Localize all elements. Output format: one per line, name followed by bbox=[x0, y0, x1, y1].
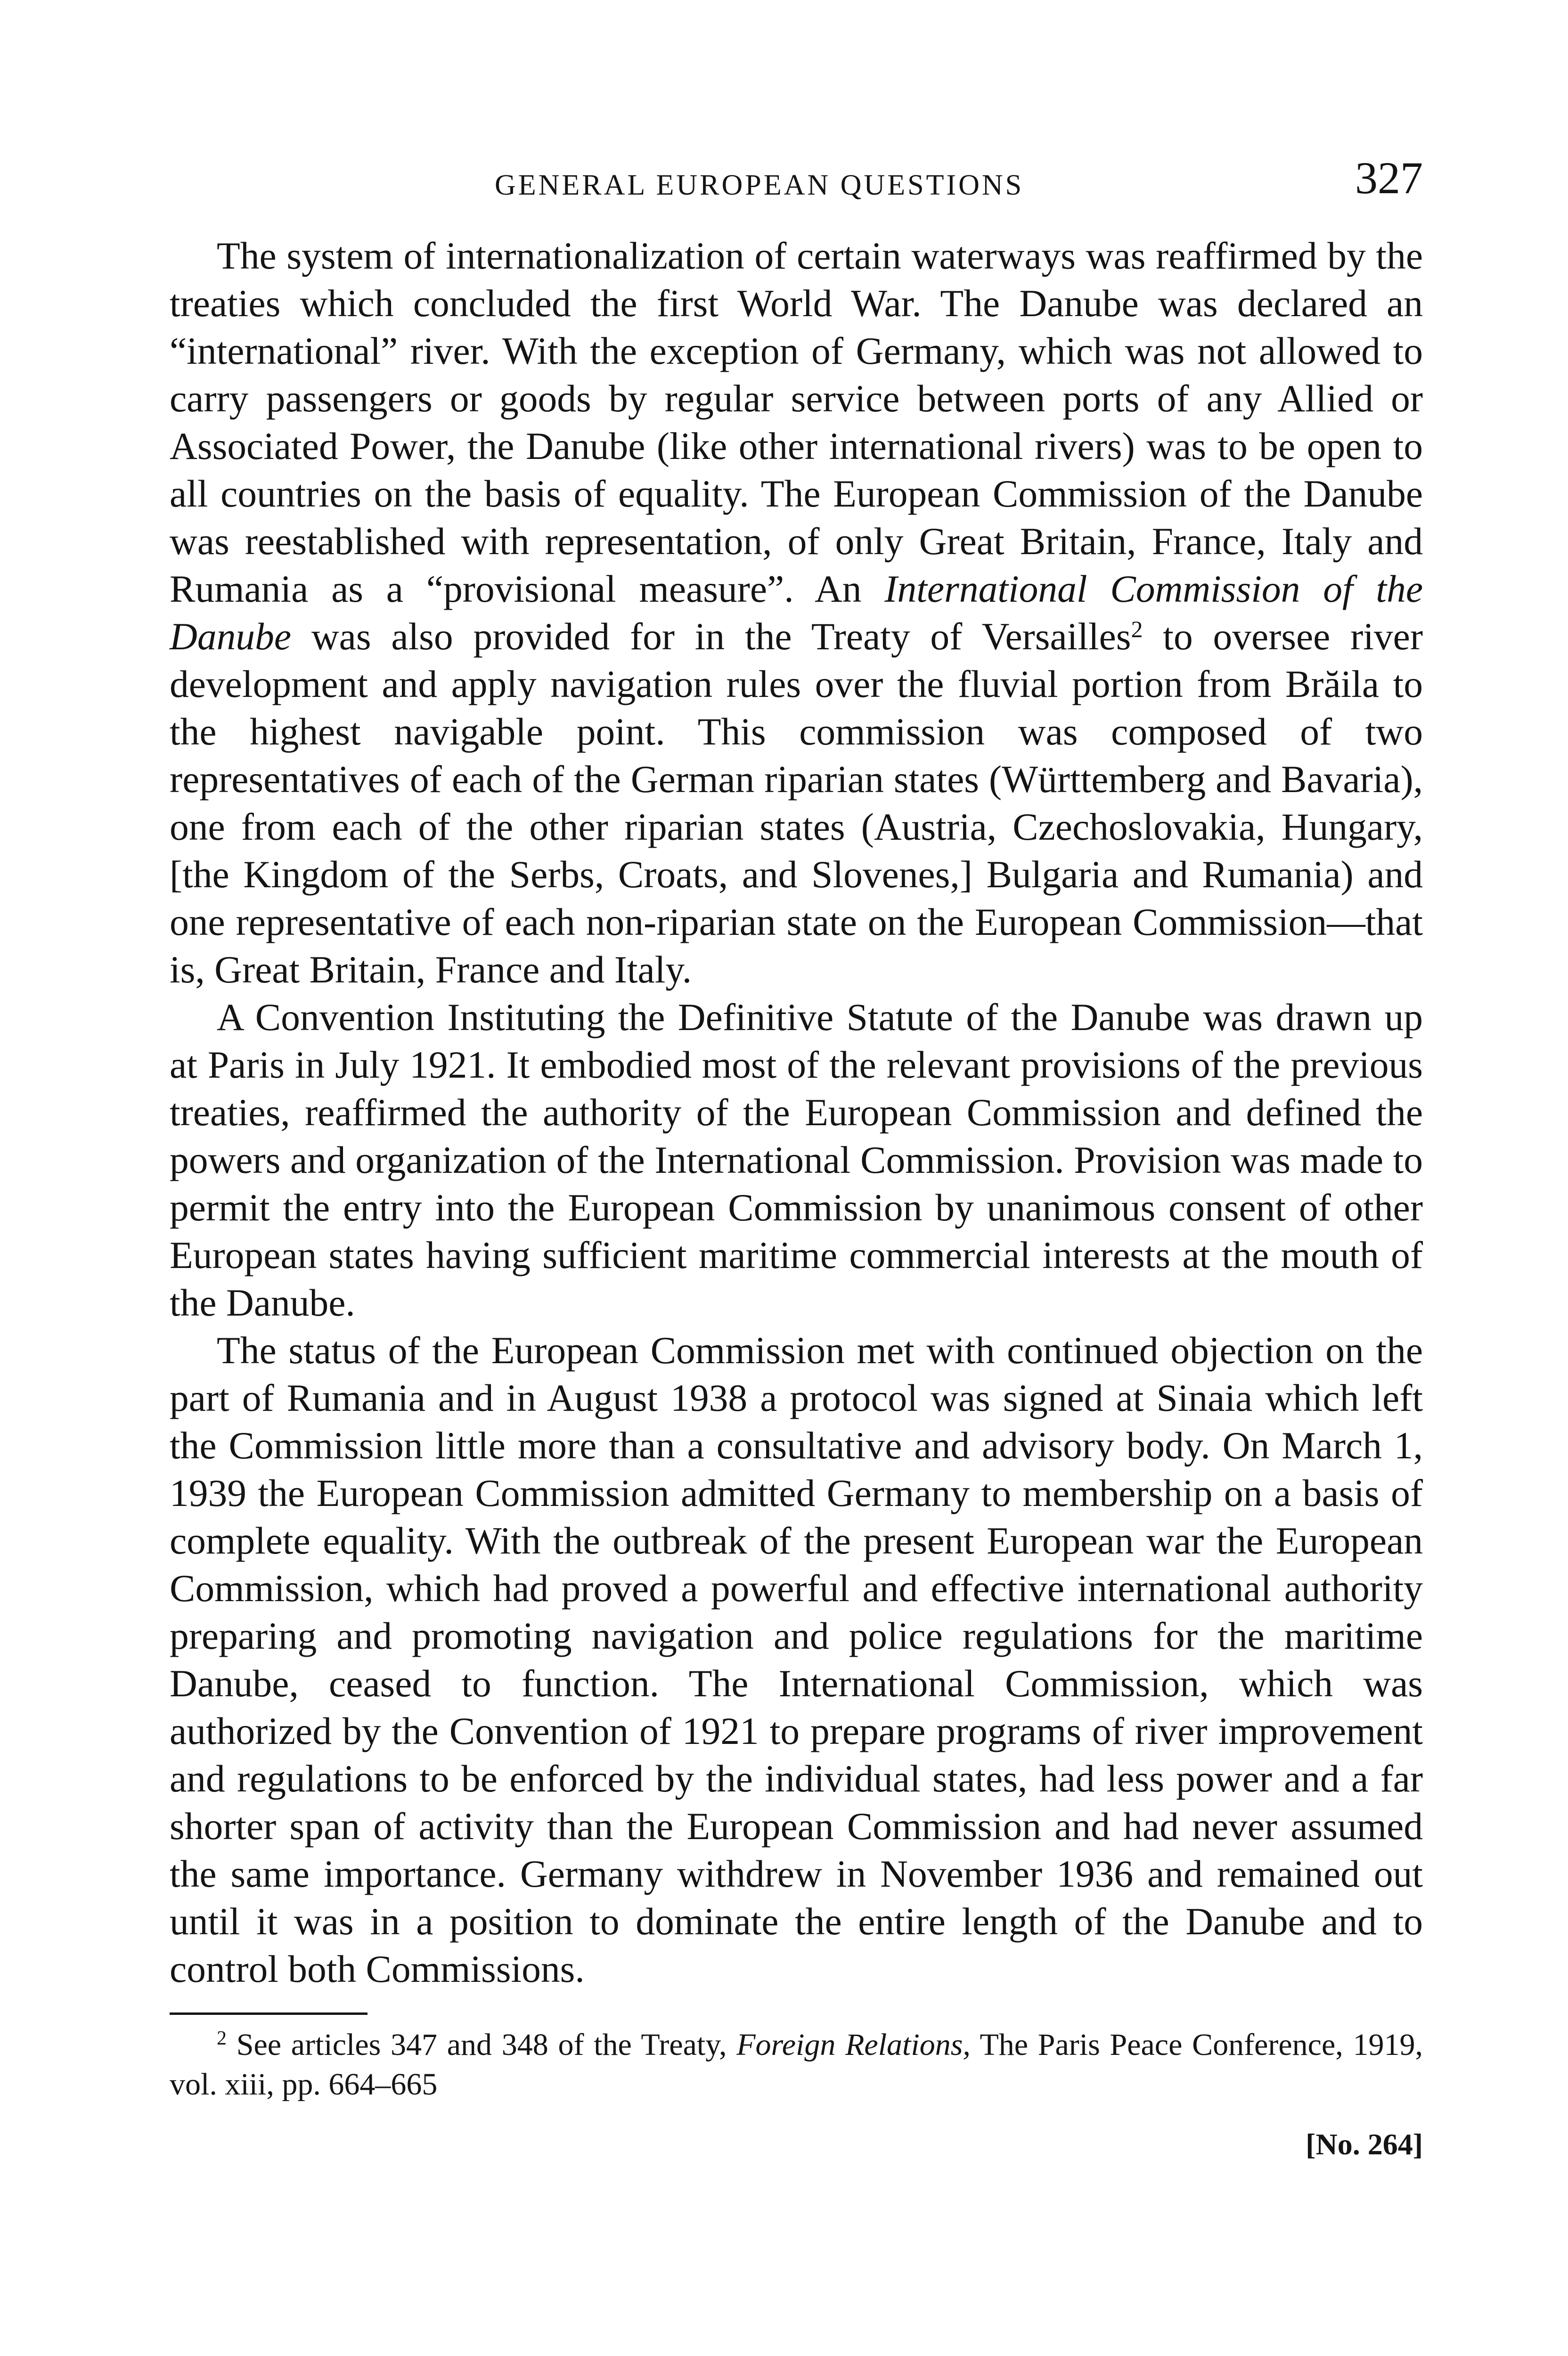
running-title: GENERAL EUROPEAN QUESTIONS bbox=[495, 169, 1024, 201]
paragraph-1 bbox=[170, 232, 1423, 993]
document-number: [No. 264] bbox=[1306, 2127, 1423, 2161]
footnote-divider bbox=[170, 2012, 368, 2015]
page-number: 327 bbox=[1355, 153, 1423, 203]
paragraph-3: The status of the European Commission met with continued objection on the part of Rumania and in August 1938 a protocol was signed at Sinaia which left the Commission little more than a consultative and advisory body. On March 1, 1939 the European Commission admitted Germany to membership on a basis of complete equality. With the outbreak of the present European war the European Commission, which had proved a powerful and effective international authority preparing and promoting navigation and police regulations for the maritime Danube, ceased to function. The International Commission, which was authorized by the Convention of 1921 to prepare programs of river improvement and regulations to be enforced by the individual states, had less power and a far shorter span of activity than the European Commission and had never assumed the same importance. Germany withdrew in November 1936 and remained out until it was in a position to dominate the entire length of the Danube and to control both Commissions. bbox=[170, 1329, 1423, 1990]
page-header bbox=[170, 155, 1423, 207]
footnote bbox=[170, 2025, 1423, 2104]
paragraph-2: A Convention Instituting the Definitive Statute of the Danube was drawn up at Paris in July 1921. It embodied most of the relevant provisions of the previous treaties, reaffirmed the authority of the European Commission and defined the powers and organization of the International Commission. Provision was made to permit the entry into the European Commission by unanimous consent of other European states having sufficient maritime commercial interests at the mouth of the Danube. bbox=[170, 996, 1423, 1324]
footnote-lead: See articles 347 and 348 of the Treaty, bbox=[236, 2028, 727, 2062]
paragraph-1-intro: The system of internationalization of certain waterways was reaffirmed by the treaties which concluded the first World War. The Danube was declared an “international” river. With the exception of Germany, which was not allowed to carry passengers or goods by regular service between ports of any Allied or Associated Power, the Danube (like other international rivers) was to be open to all countries on the basis of equality. The European Commission of the Danube was reestablished with representation, of only Great Britain, France, Italy and Rumania as a “provisional measure”. An bbox=[170, 234, 1423, 610]
footnote-tail: The Paris Peace Conference, 1919, vol. xiii, pp. 664–665 bbox=[170, 2028, 1423, 2102]
international-commission-italic: International Commission of the Danube bbox=[170, 567, 1423, 658]
paragraph-1-rest: to oversee river development and apply navigation rules over the fluvial portion from Brăila to the highest navigable point. This commission was composed of two representatives of each of the German riparian states (Württemberg and Bavaria), one from each of the other riparian states (Austria, Czechoslovakia, Hungary, [the Kingdom of the Serbs, Croats, and Slovenes,] Bulgaria and Rumania) and one representative of each non-riparian state on the European Commission—that is, Great Britain, France and Italy. bbox=[170, 615, 1423, 991]
footnote-reference: 2 bbox=[1131, 616, 1143, 642]
body-text bbox=[170, 232, 1423, 1993]
paragraph-1-middle: was also provided for in the Treaty of Versailles bbox=[311, 615, 1131, 658]
footnote-italic: Foreign Relations, bbox=[736, 2028, 971, 2062]
footnote-marker: 2 bbox=[217, 2028, 227, 2049]
document-page bbox=[170, 155, 1423, 2162]
